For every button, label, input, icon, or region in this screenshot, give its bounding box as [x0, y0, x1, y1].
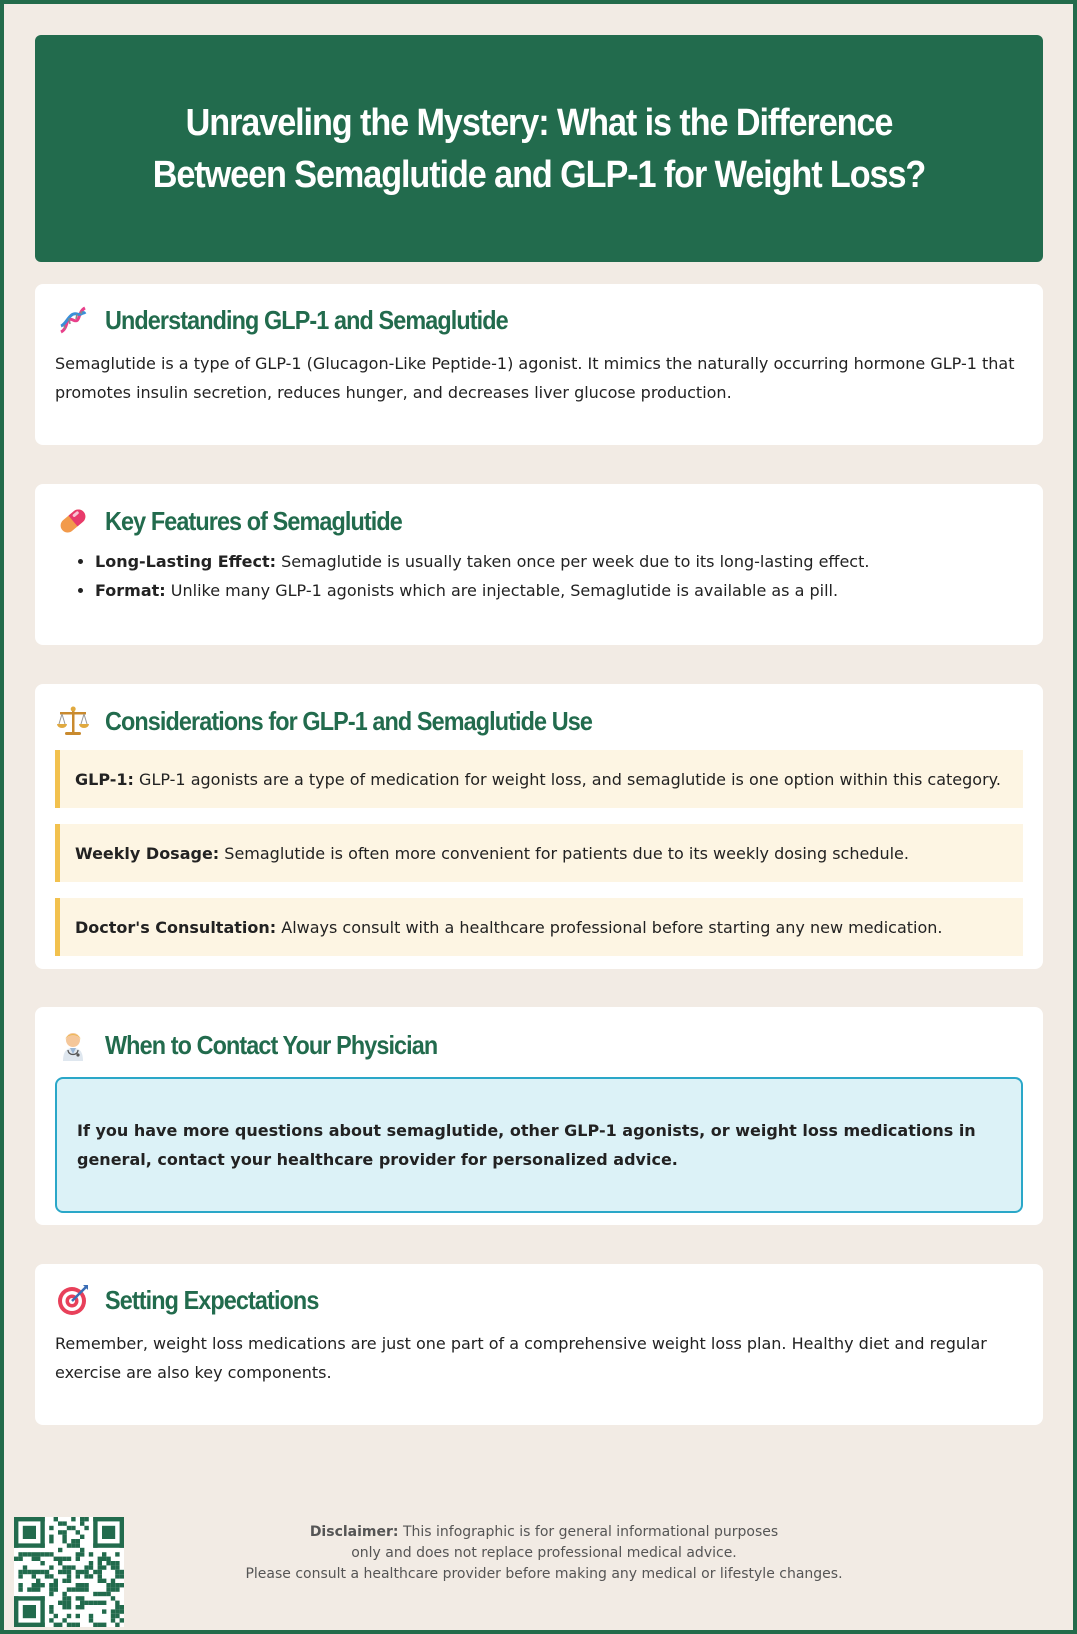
section-heading: [55, 1025, 1023, 1065]
page-title: Unraveling the Mystery: What is the Difference Between Semaglutide and GLP-1 for Weight Loss?: [152, 101, 926, 196]
item-label: Format:: [95, 581, 166, 600]
section-setting-expectations: [35, 1264, 1043, 1425]
callout-label: GLP-1:: [75, 769, 134, 789]
callout-text: Semaglutide is often more convenient for patients due to its weekly dosing schedule.: [219, 843, 909, 863]
section-body: Semaglutide is a type of GLP-1 (Glucagon-Like Peptide-1) agonist. It mimics the naturally occurring hormone GLP-1 that promotes insulin secretion, reduces hunger, and decreases liver glucose production.: [55, 354, 1015, 402]
qr-code-icon: [14, 1517, 124, 1627]
section-heading: [55, 501, 1023, 541]
contact-callout: [55, 1077, 1023, 1213]
callout-text: Always consult with a healthcare professional before starting any new medication.: [276, 917, 943, 937]
section-understanding: [35, 284, 1043, 445]
pill-icon: [55, 503, 91, 539]
callout-label: Doctor's Consultation:: [75, 917, 277, 937]
list-item: [95, 576, 1023, 605]
disclaimer-line-3: Please consult a healthcare provider before making any medical or lifestyle changes.: [245, 1566, 843, 1582]
contact-text: If you have more questions about semaglutide, other GLP-1 agonists, or weight loss medications in general, contact your healthcare provider for personalized advice.: [77, 1121, 976, 1169]
section-heading: [55, 701, 1023, 741]
section-title: Considerations for GLP-1 and Semaglutide Use: [105, 705, 592, 736]
section-title: Setting Expectations: [105, 1284, 319, 1315]
callout-glp1: [55, 750, 1023, 808]
section-title: Understanding GLP-1 and Semaglutide: [105, 304, 508, 335]
section-title: Key Features of Semaglutide: [105, 505, 402, 536]
balance-scale-icon: [55, 703, 91, 739]
section-heading: [55, 300, 1023, 340]
section-heading: [55, 1280, 1023, 1320]
section-title: When to Contact Your Physician: [105, 1029, 438, 1060]
dna-icon: [55, 302, 91, 338]
section-key-features: [35, 484, 1043, 645]
section-considerations: [35, 684, 1043, 969]
item-text: Unlike many GLP-1 agonists which are injectable, Semaglutide is available as a pill.: [165, 581, 839, 600]
page-header: [35, 35, 1043, 262]
section-body: Remember, weight loss medications are just one part of a comprehensive weight loss plan. Healthy diet and regular exercise are also key components.: [55, 1334, 987, 1382]
item-text: Semaglutide is usually taken once per week due to its long-lasting effect.: [276, 552, 870, 571]
disclaimer-label: Disclaimer:: [309, 1524, 399, 1540]
callout-doctor-consultation: [55, 898, 1023, 956]
disclaimer-line-2: only and does not replace professional medical advice.: [351, 1545, 737, 1561]
list-item: [95, 547, 1023, 576]
disclaimer-line-1: This infographic is for general informational purposes: [398, 1524, 779, 1540]
target-icon: [55, 1282, 91, 1318]
section-contact-physician: [35, 1007, 1043, 1225]
health-worker-icon: [55, 1027, 91, 1063]
item-label: Long-Lasting Effect:: [95, 552, 277, 571]
disclaimer: [144, 1522, 944, 1585]
callout-label: Weekly Dosage:: [75, 843, 220, 863]
callout-text: GLP-1 agonists are a type of medication for weight loss, and semaglutide is one option within this category.: [133, 769, 1001, 789]
callout-weekly-dosage: [55, 824, 1023, 882]
feature-list: [55, 547, 1023, 605]
